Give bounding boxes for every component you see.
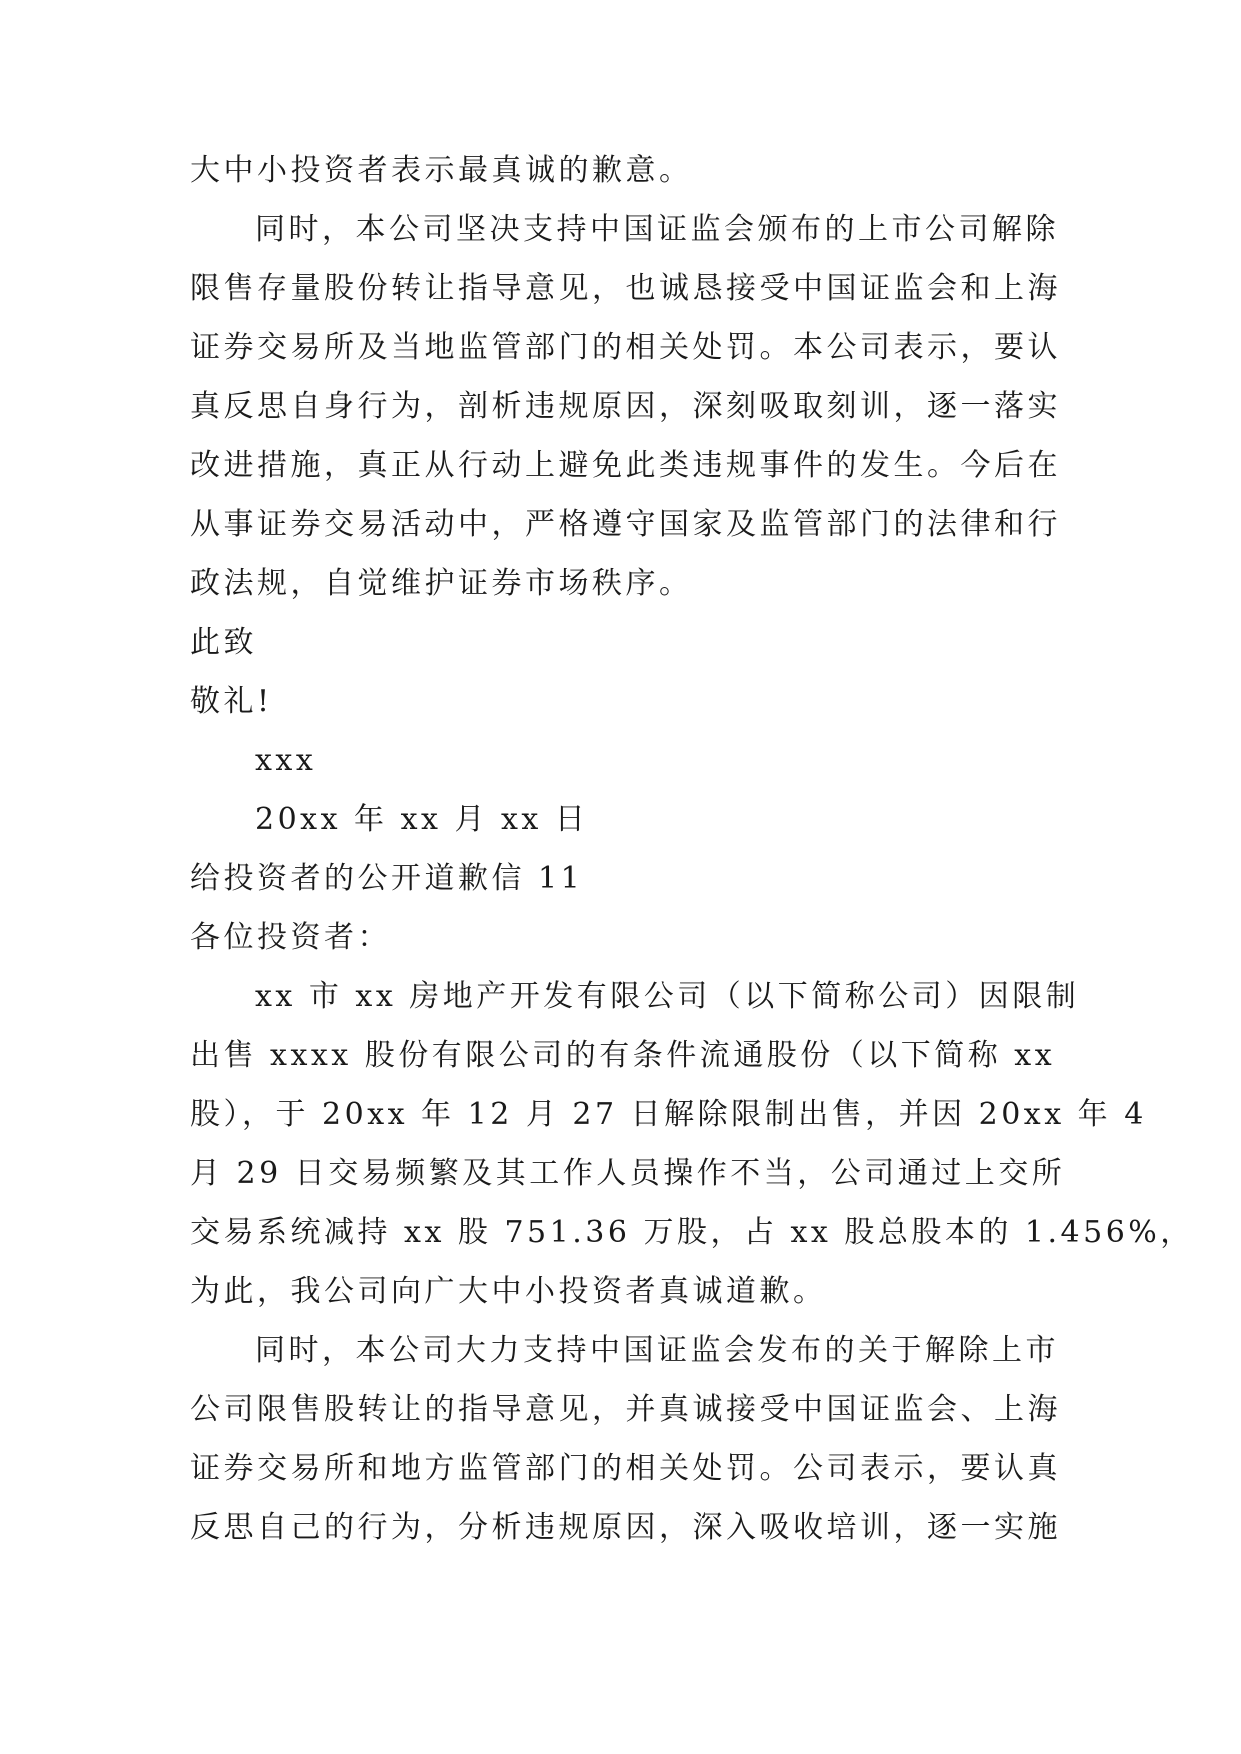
- text-line: 大中小投资者表示最真诚的歉意。: [190, 153, 693, 188]
- text-line: 月 29 日交易频繁及其工作人员操作不当，公司通过上交所: [190, 1156, 1066, 1191]
- paragraph-start-line: xx 市 xx 房地产开发有限公司（以下简称公司）因限制: [255, 979, 1080, 1014]
- closing-regards: 敬礼!: [190, 684, 273, 719]
- text-line: 证券交易所及当地监管部门的相关处罚。本公司表示，要认: [190, 330, 1061, 365]
- text-line: 真反思自身行为，剖析违规原因，深刻吸取刻训，逐一落实: [190, 389, 1061, 424]
- text-line: 从事证券交易活动中，严格遵守国家及监管部门的法律和行: [190, 507, 1061, 542]
- text-line: 证券交易所和地方监管部门的相关处罚。公司表示，要认真: [190, 1451, 1061, 1486]
- letter-greeting: 各位投资者：: [190, 920, 391, 955]
- text-line: 政法规，自觉维护证券市场秩序。: [190, 566, 693, 601]
- text-line: 交易系统减持 xx 股 751.36 万股，占 xx 股总股本的 1.456%，: [190, 1215, 1194, 1250]
- closing-salutation: 此致: [190, 625, 257, 660]
- text-line: 改进措施，真正从行动上避免此类违规事件的发生。今后在: [190, 448, 1061, 483]
- paragraph-start-line: 同时，本公司大力支持中国证监会发布的关于解除上市: [255, 1333, 1059, 1368]
- text-line: 为此，我公司向广大中小投资者真诚道歉。: [190, 1274, 827, 1309]
- text-line: 股），于 20xx 年 12 月 27 日解除限制出售，并因 20xx 年 4: [190, 1097, 1147, 1132]
- text-line: 限售存量股份转让指导意见，也诚恳接受中国证监会和上海: [190, 271, 1061, 306]
- text-line: 反思自己的行为，分析违规原因，深入吸收培训，逐一实施: [190, 1510, 1061, 1545]
- text-line: 公司限售股转让的指导意见，并真诚接受中国证监会、上海: [190, 1392, 1061, 1427]
- paragraph-start-line: 同时，本公司坚决支持中国证监会颁布的上市公司解除: [255, 212, 1059, 247]
- signature-name: xxx: [255, 743, 317, 778]
- signature-date: 20xx 年 xx 月 xx 日: [255, 802, 589, 837]
- letter-title: 给投资者的公开道歉信 11: [190, 861, 584, 896]
- text-line: 出售 xxxx 股份有限公司的有条件流通股份（以下简称 xx: [190, 1038, 1056, 1073]
